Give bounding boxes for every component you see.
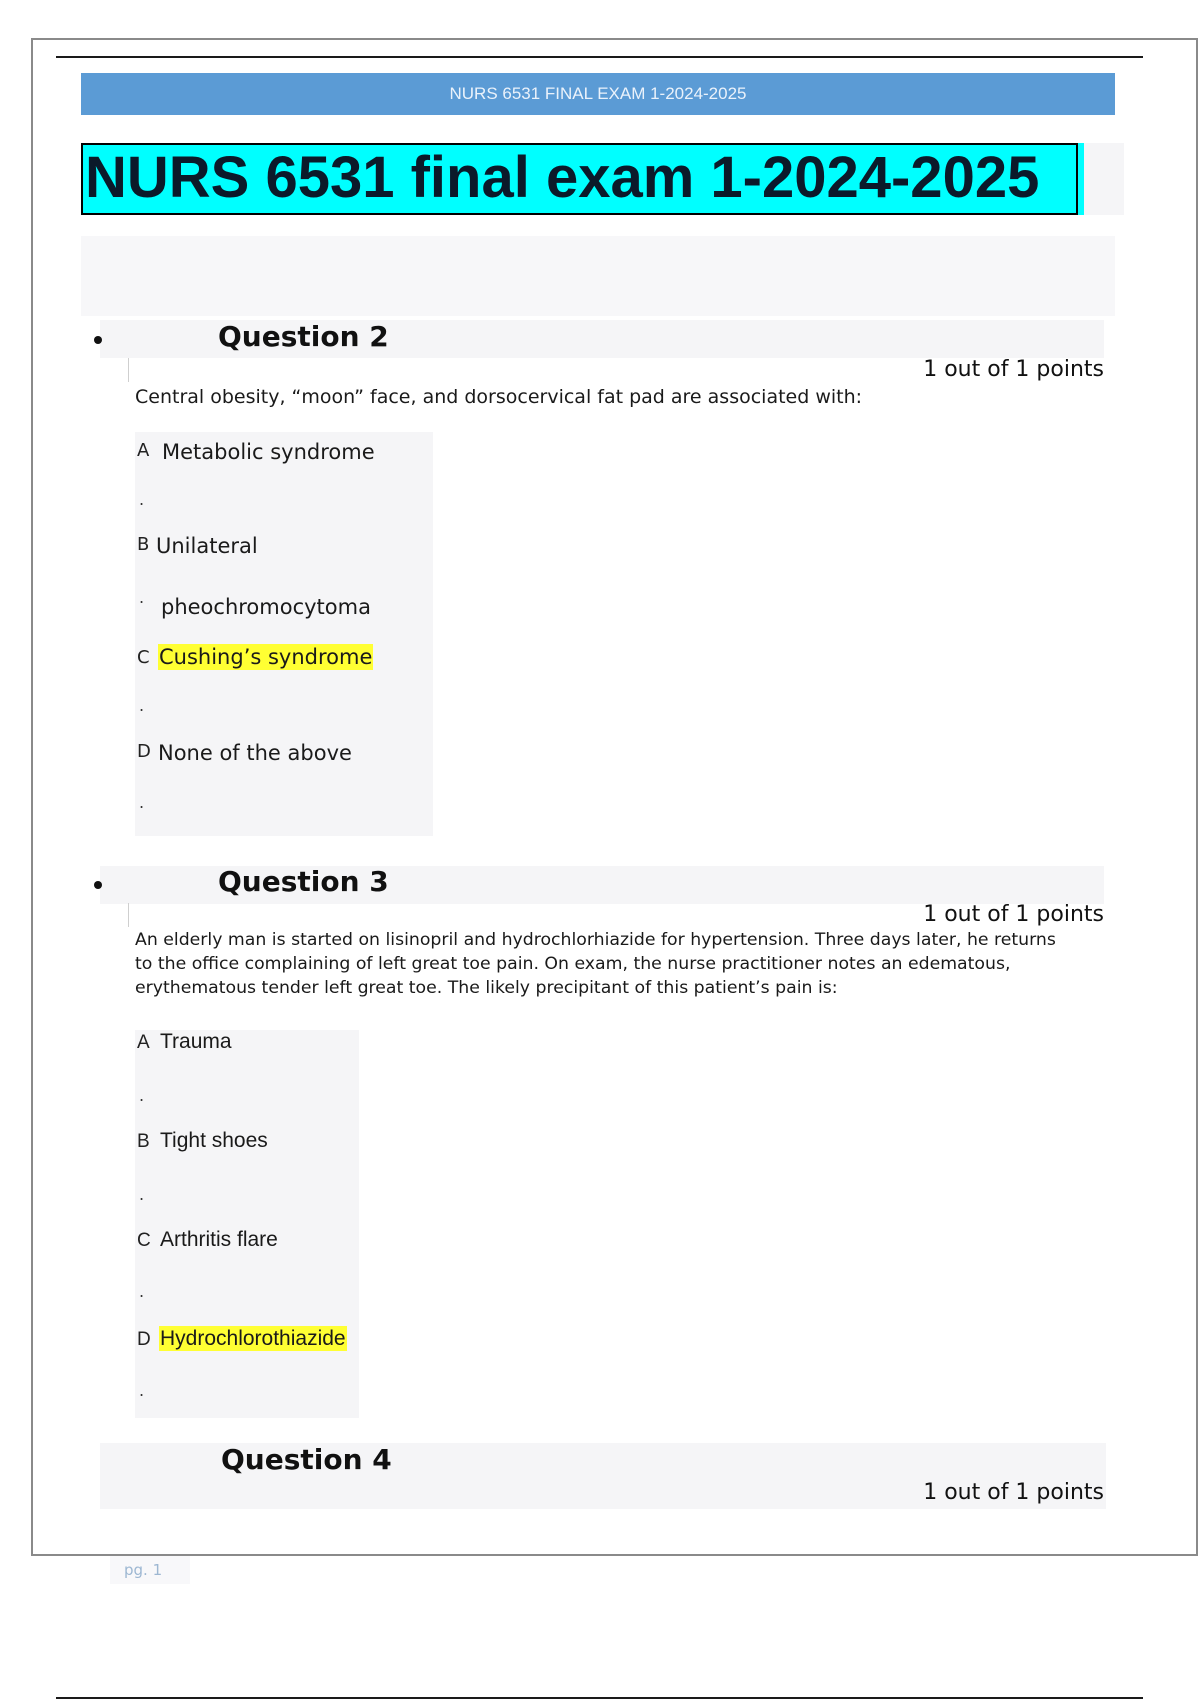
question-divider bbox=[128, 358, 129, 382]
option-text-highlighted: Cushing’s syndrome bbox=[159, 645, 373, 669]
question-text: Central obesity, “moon” face, and dorsocervical fat pad are associated with: bbox=[135, 386, 863, 408]
correct-answer-highlight bbox=[159, 1327, 347, 1351]
option-letter: D bbox=[137, 1329, 151, 1350]
question-points: 1 out of 1 points bbox=[923, 357, 1104, 382]
answer-options bbox=[135, 1030, 359, 1418]
correct-answer-highlight bbox=[158, 645, 373, 669]
option-dot: . bbox=[139, 490, 145, 509]
option-text: Tight shoes bbox=[160, 1129, 268, 1152]
page-title: NURS 6531 final exam 1-2024-2025 bbox=[81, 143, 1078, 215]
option-text-highlighted: Hydrochlorothiazide bbox=[160, 1327, 346, 1350]
bottom-rule bbox=[56, 1697, 1143, 1699]
bullet-icon bbox=[94, 336, 102, 344]
option-letter: C bbox=[137, 1230, 151, 1251]
title-shade bbox=[1084, 143, 1124, 215]
bullet-icon bbox=[94, 881, 102, 889]
question-divider bbox=[128, 903, 129, 927]
option-dot: . bbox=[139, 1282, 145, 1301]
option-letter: C bbox=[137, 647, 150, 668]
option-dot: . bbox=[139, 588, 145, 607]
option-text: Metabolic syndrome bbox=[162, 440, 375, 464]
question-title: Question 3 bbox=[218, 865, 389, 898]
option-letter: A bbox=[137, 1032, 150, 1053]
option-dot: . bbox=[139, 1381, 145, 1400]
option-letter: B bbox=[137, 534, 150, 555]
option-text: Arthritis flare bbox=[160, 1228, 278, 1251]
answer-options bbox=[135, 432, 433, 836]
option-dot: . bbox=[139, 1086, 145, 1105]
page-number: pg. 1 bbox=[124, 1561, 163, 1579]
option-text: None of the above bbox=[158, 741, 352, 765]
option-letter: B bbox=[137, 1131, 150, 1152]
option-dot: . bbox=[139, 1185, 145, 1204]
question-title: Question 4 bbox=[221, 1443, 392, 1476]
option-letter: D bbox=[137, 741, 151, 762]
question-points: 1 out of 1 points bbox=[923, 1480, 1104, 1505]
top-rule bbox=[56, 56, 1143, 58]
blank-area bbox=[81, 236, 1115, 316]
option-text-continued: pheochromocytoma bbox=[161, 595, 371, 619]
option-text: Trauma bbox=[160, 1030, 232, 1053]
option-letter: A bbox=[137, 440, 150, 461]
option-dot: . bbox=[139, 793, 145, 812]
header-band: NURS 6531 FINAL EXAM 1-2024-2025 bbox=[81, 73, 1115, 115]
question-title: Question 2 bbox=[218, 320, 389, 353]
question-text: An elderly man is started on lisinopril and hydrochlorhiazide for hypertension. Three days later, he returns to the office complaining of left great toe pain. On exam, the nurse practitioner notes an edematous, erythematous tender left great toe. The likely precipitant of this patient’s pain is: bbox=[135, 930, 1056, 998]
question-points: 1 out of 1 points bbox=[923, 902, 1104, 927]
option-dot: . bbox=[139, 696, 145, 715]
option-text: Unilateral bbox=[156, 534, 258, 558]
